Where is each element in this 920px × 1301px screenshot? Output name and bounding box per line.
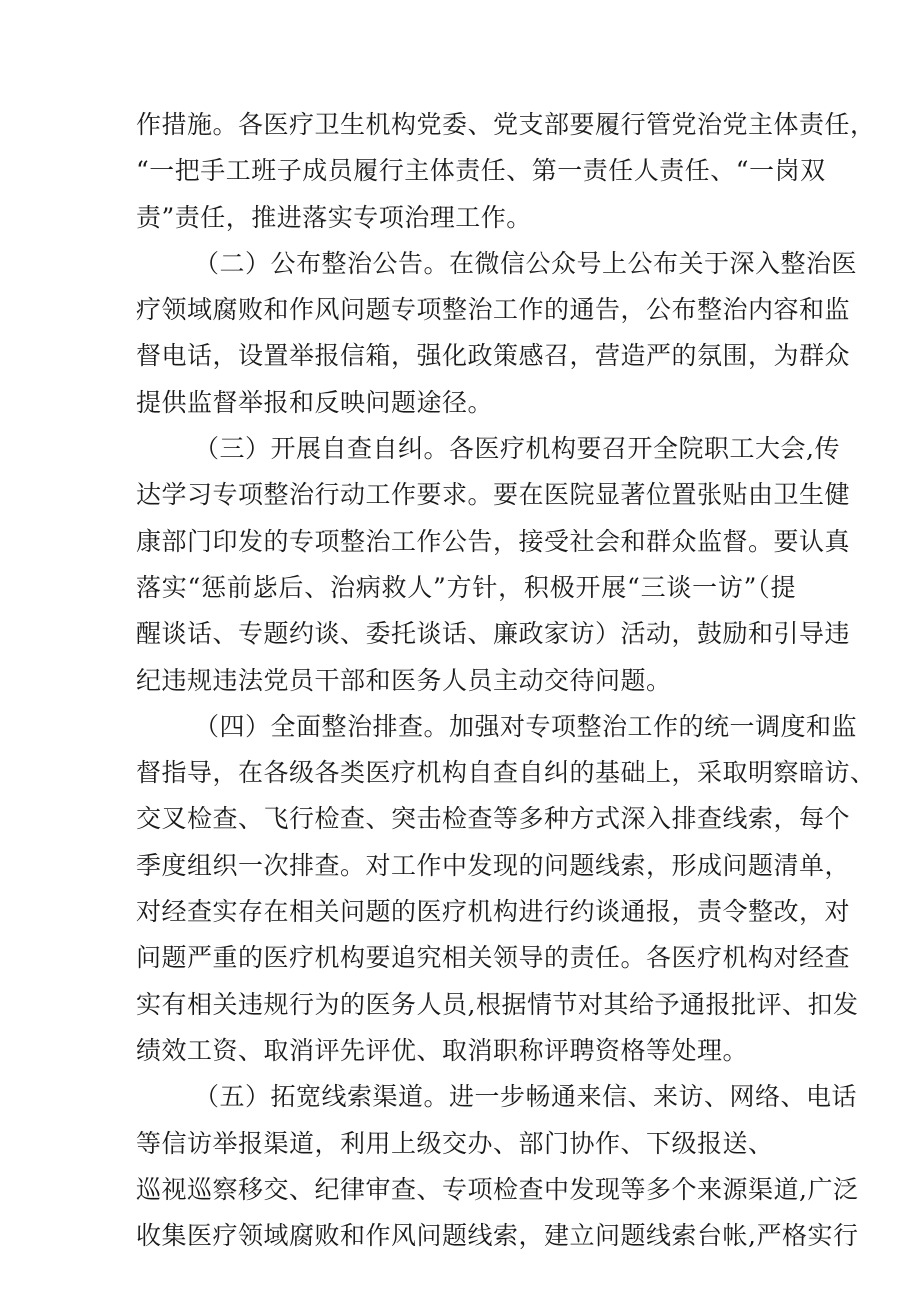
text-line: 巡视巡察移交、纪律审查、专项检查中发现等多个来源渠道,广泛 <box>136 1174 859 1204</box>
text-line: 醒谈话、专题约谈、委托谈话、廉政家访）活动，鼓励和引导违 <box>136 619 851 649</box>
text-line: 督电话，设置举报信箱，强化政策感召，营造严的氛围，为群众 <box>136 341 851 371</box>
text-line: （四）全面整治排查。加强对专项整治工作的统一调度和监 <box>194 711 858 741</box>
text-line: 达学习专项整治行动工作要求。要在医院显著位置张贴由卫生健 <box>136 480 851 510</box>
text-line: （五）拓宽线索渠道。进一步畅通来信、来访、网络、电话 <box>194 1082 858 1112</box>
text-line: （三）开展自查自纠。各医疗机构要召开全院职工大会,传 <box>194 434 840 464</box>
text-line: 收集医疗领域腐败和作风问题线索，建立问题线索台帐,严格实行 <box>136 1221 859 1251</box>
text-line: 作措施。各医疗卫生机构党委、党支部要履行管党治党主体责任， <box>136 110 876 139</box>
text-line: 督指导，在各级各类医疗机构自查自纠的基础上，采取明察暗访、 <box>136 758 876 788</box>
text-line: 实有相关违规行为的医务人员,根据情节对其给予通报批评、扣发 <box>136 989 859 1019</box>
paragraph-self-inspection <box>136 426 851 704</box>
text-line: 对经查实存在相关问题的医疗机构进行约谈通报，责令整改，对 <box>136 897 851 927</box>
text-line: 康部门印发的专项整治工作公告，接受社会和群众监督。要认真 <box>136 526 851 556</box>
paragraph-announcement <box>136 241 858 426</box>
text-line: 落实“惩前毖后、治病救人”方针，积极开展“三谈一访”（提 <box>136 572 796 602</box>
text-line: 交叉检查、飞行检查、突击检查等多种方式深入排查线索，每个 <box>136 804 851 834</box>
text-line: 问题严重的医疗机构要追究相关领导的责任。各医疗机构对经查 <box>136 943 851 973</box>
text-line: 等信访举报渠道，利用上级交办、部门协作、下级报送、 <box>136 1128 774 1158</box>
text-line: 责”责任，推进落实专项治理工作。 <box>136 202 532 232</box>
paragraph-clue-channels <box>136 1074 859 1259</box>
text-line: （二）公布整治公告。在微信公众号上公布关于深入整治医 <box>194 248 858 278</box>
text-line: 季度组织一次排查。对工作中发现的问题线索，形成问题清单， <box>136 850 851 880</box>
paragraph-comprehensive-check <box>136 704 876 1074</box>
text-line: 纪违规违法党员干部和医务人员主动交待问题。 <box>136 665 672 695</box>
paragraph-continuation <box>136 102 876 241</box>
document-body <box>136 102 876 1259</box>
text-line: 绩效工资、取消评先评优、取消职称评聘资格等处理。 <box>136 1035 749 1065</box>
text-line: 提供监督举报和反映问题途径。 <box>136 387 494 417</box>
text-line: 疗领域腐败和作风问题专项整治工作的通告，公布整治内容和监 <box>136 295 851 325</box>
text-line: “一把手工班子成员履行主体责任、第一责任人责任、“一岗双 <box>136 156 826 186</box>
